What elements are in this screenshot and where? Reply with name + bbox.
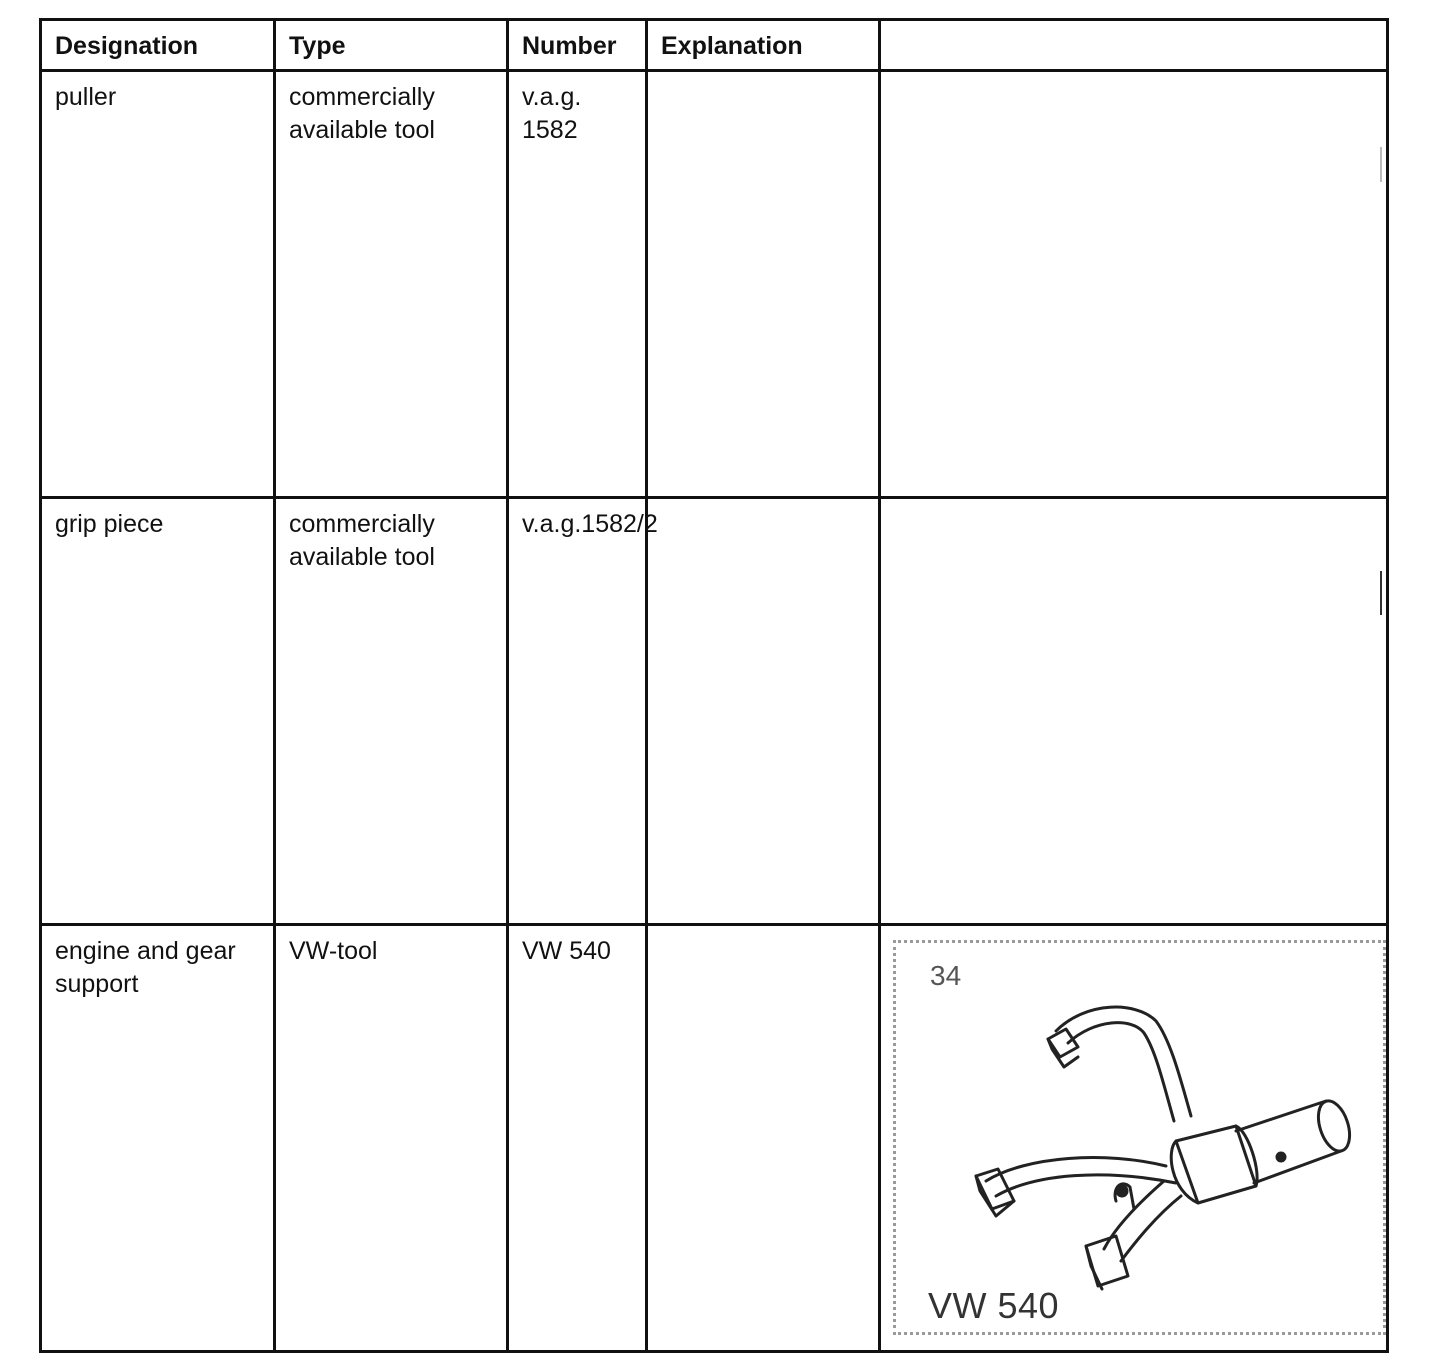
header-type: Type — [275, 20, 508, 71]
type-text: VW-tool — [289, 937, 378, 965]
type-text: commercially available tool — [289, 83, 435, 144]
image-cell — [880, 71, 1388, 498]
header-number: Number — [508, 20, 647, 71]
table-row — [41, 498, 1388, 925]
number-cell — [508, 925, 647, 1352]
engine-gear-support-tool-drawing-icon — [936, 991, 1356, 1291]
number-cell — [508, 71, 647, 498]
header-row — [41, 20, 1388, 71]
designation-cell — [41, 498, 275, 925]
explanation-cell — [647, 925, 880, 1352]
number-text: v.a.g. 1582 — [522, 83, 582, 144]
type-text: commercially available tool — [289, 510, 435, 571]
table-row — [41, 925, 1388, 1352]
designation-text: engine and gear support — [55, 937, 236, 998]
explanation-cell — [647, 71, 880, 498]
type-cell — [275, 925, 508, 1352]
type-cell — [275, 71, 508, 498]
header-image — [880, 20, 1388, 71]
image-cell — [880, 925, 1388, 1352]
designation-cell — [41, 925, 275, 1352]
figure-index: 34 — [930, 960, 962, 991]
header-explanation: Explanation — [647, 20, 880, 71]
table-row — [41, 71, 1388, 498]
scan-artifact-line — [1380, 571, 1382, 615]
designation-text: puller — [55, 83, 117, 111]
image-cell — [880, 498, 1388, 925]
figure-caption: VW 540 — [928, 1285, 1060, 1326]
number-text: v.a.g.1582/2 — [522, 510, 658, 538]
number-cell — [508, 498, 658, 925]
explanation-cell — [647, 498, 880, 925]
type-cell — [275, 498, 508, 925]
header-designation: Designation — [41, 20, 275, 71]
scan-artifact-line — [1380, 147, 1382, 182]
designation-cell — [41, 71, 275, 498]
number-text: VW 540 — [522, 937, 611, 965]
designation-text: grip piece — [55, 510, 164, 538]
special-tools-table — [39, 18, 1389, 1353]
tool-figure — [893, 940, 1386, 1335]
